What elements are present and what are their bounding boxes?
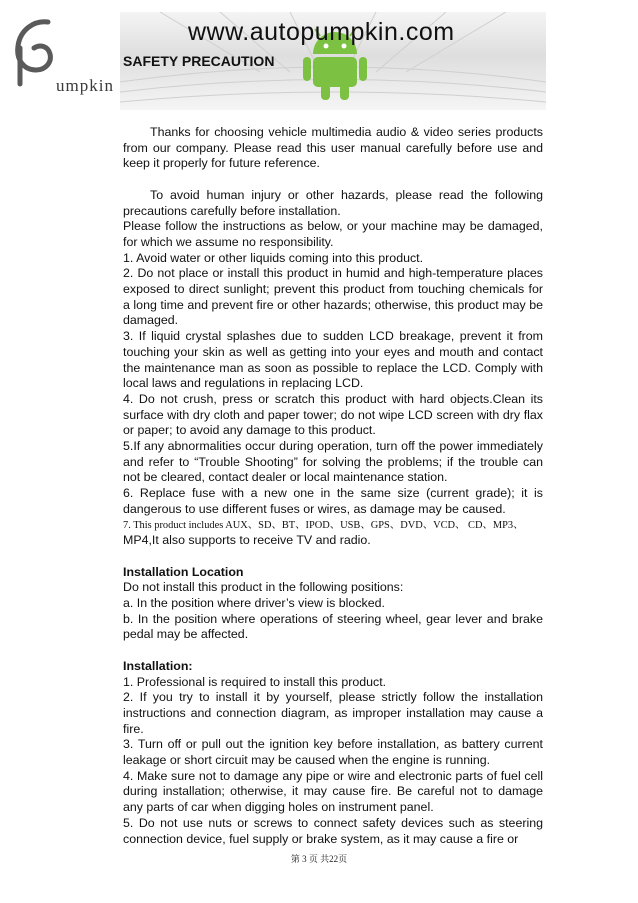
precaution-item: 4. Do not crush, press or scratch this product with hard objects.Clean its surface with dry cloth and paper tower; do not wipe LCD screen with dry flax or paper; to avoid any damage to this product.: [123, 391, 543, 438]
precaution-item: 1. Avoid water or other liquids coming into this product.: [123, 250, 424, 265]
spacer: [123, 549, 543, 565]
follow-paragraph: Please follow the instructions as below, or your machine may be damaged, for which we assume no responsibility.: [123, 219, 543, 249]
precaution-item-7-line2: MP4,It also supports to receive TV and radio.: [123, 533, 371, 548]
installation-heading: Installation:: [123, 658, 193, 673]
install-location-intro: Do not install this product in the following positions:: [123, 580, 404, 595]
installation-item: 4. Make sure not to damage any pipe or wire and electronic parts of fuel cell during installation; otherwise, it may cause fire. Be careful not to damage any parts of car when digging holes on instrument panel.: [123, 768, 543, 815]
precaution-item: 6. Replace fuse with a new one in the same size (current grade); it is dangerous to use different fuses or wires, as damage may be caused.: [123, 486, 543, 516]
precaution-item: 2. Do not place or install this product in humid and high-temperature places exposed to direct sunlight; prevent this product from touching chemicals for a long time and prevent fire or other hazards; otherwise, this product may be damaged.: [123, 266, 543, 328]
intro-paragraph: Thanks for choosing vehicle multimedia audio & video series products from our company. Please read this user manual carefully before use and keep it properly for future reference.: [123, 125, 543, 171]
install-location-item: b. In the position where operations of steering wheel, gear lever and brake pedal may be affected.: [123, 611, 543, 642]
page-title: SAFETY PRECAUTION: [123, 53, 275, 69]
hazard-intro-paragraph: To avoid human injury or other hazards, please read the following precautions carefully before installation.: [123, 187, 543, 218]
precaution-item: 5.If any abnormalities occur during operation, turn off the power immediately and refer to “Trouble Shooting” for solving the problems; if the trouble can not be cleared, contact dealer or local maintenance station.: [123, 439, 543, 485]
spacer: [123, 172, 543, 188]
spacer: [123, 643, 543, 659]
installation-item: 2. If you try to install it by yourself, please strictly follow the installation instructions and connection diagram, as improper installation may cause a fire.: [123, 690, 543, 736]
logo-wordmark: umpkin: [56, 76, 114, 95]
installation-item: 3. Turn off or pull out the ignition key before installation, as battery current leakage or short circuit may be caused when the engine is running.: [123, 737, 543, 768]
pumpkin-logo: [10, 18, 122, 95]
page-number: 第 3 页 共22页: [290, 854, 348, 864]
installation-item: 1. Professional is required to install this product.: [123, 674, 387, 689]
website-url: www.autopumpkin.com: [188, 18, 455, 46]
install-location-heading: Installation Location: [123, 564, 244, 579]
header-banner: [120, 12, 546, 110]
precaution-item-7-line1: 7. This product includes AUX、SD、BT、IPOD、USB、GPS、DVD、VCD、 CD、MP3、: [123, 519, 524, 531]
install-location-item: a. In the position where driver’s view is blocked.: [123, 596, 385, 611]
installation-item: 5. Do not use nuts or screws to connect safety devices such as steering connection device, fuel supply or brake system, as it may cause a fire or: [123, 815, 543, 846]
manual-content: [123, 125, 543, 847]
precaution-item: 3. If liquid crystal splashes due to sudden LCD breakage, prevent it from touching your skin as well as getting into your eyes and mouth and contact the maintenance man as soon as possible to replace the LCD. Comply with local laws and regulations in replacing LCD.: [123, 329, 543, 391]
